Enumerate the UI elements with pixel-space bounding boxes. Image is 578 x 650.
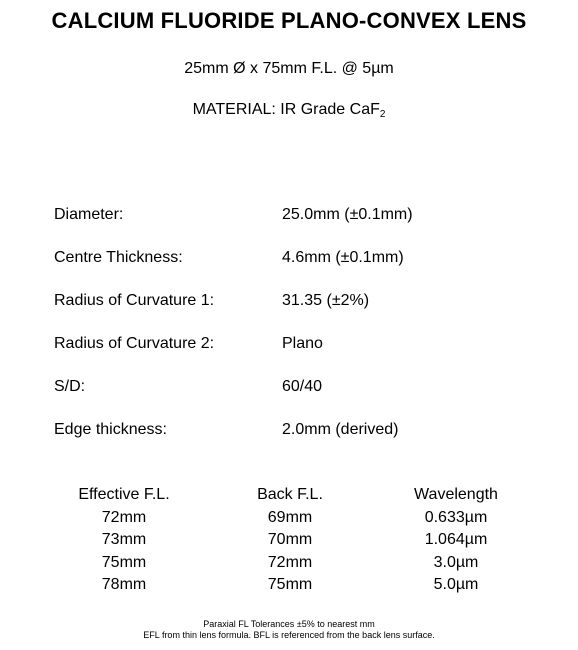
cell-effective-fl: 75mm bbox=[101, 553, 147, 571]
material-text: MATERIAL: IR Grade CaF bbox=[192, 101, 380, 118]
material-line bbox=[0, 101, 578, 119]
page-title: CALCIUM FLUORIDE PLANO-CONVEX LENS bbox=[51, 8, 527, 33]
spec-value: 4.6mm (±0.1mm) bbox=[282, 249, 404, 266]
material-subscript: 2 bbox=[379, 109, 386, 120]
cell-back-fl: 69mm bbox=[267, 508, 313, 526]
table-row bbox=[40, 574, 540, 597]
cell-effective-fl: 72mm bbox=[101, 508, 147, 526]
spec-row-centre-thickness bbox=[54, 249, 534, 292]
spec-row-radius-2 bbox=[54, 335, 534, 378]
table-row bbox=[40, 552, 540, 575]
focal-length-table bbox=[40, 484, 540, 597]
spec-value: 60/40 bbox=[282, 378, 323, 395]
table-header-row bbox=[40, 484, 540, 507]
spec-list bbox=[54, 206, 534, 464]
cell-wavelength: 0.633µm bbox=[424, 508, 488, 526]
cell-effective-fl: 73mm bbox=[101, 531, 147, 549]
table-row bbox=[40, 529, 540, 552]
spec-label: Centre Thickness: bbox=[54, 249, 183, 266]
cell-wavelength: 1.064µm bbox=[424, 531, 488, 549]
spec-value: 25.0mm (±0.1mm) bbox=[282, 206, 413, 223]
spec-row-surface-quality bbox=[54, 378, 534, 421]
cell-back-fl: 75mm bbox=[267, 576, 313, 594]
spec-label: Radius of Curvature 1: bbox=[54, 292, 215, 309]
footnote-efl-bfl: EFL from thin lens formula. BFL is referenced from the back lens surface. bbox=[143, 630, 435, 640]
spec-row-radius-1 bbox=[54, 292, 534, 335]
spec-label: Radius of Curvature 2: bbox=[54, 335, 215, 352]
lens-subtitle: 25mm Ø x 75mm F.L. @ 5µm bbox=[184, 60, 394, 77]
spec-value: 31.35 (±2%) bbox=[282, 292, 370, 309]
spec-value: Plano bbox=[282, 335, 323, 352]
header-wavelength: Wavelength bbox=[414, 486, 498, 504]
spec-row-edge-thickness bbox=[54, 421, 534, 464]
spec-value: 2.0mm (derived) bbox=[282, 421, 399, 438]
footnote-tolerance: Paraxial FL Tolerances ±5% to nearest mm bbox=[203, 619, 375, 629]
header-effective-fl: Effective F.L. bbox=[78, 486, 170, 504]
spec-label: S/D: bbox=[54, 378, 86, 395]
spec-row-diameter bbox=[54, 206, 534, 249]
spec-label: Edge thickness: bbox=[54, 421, 167, 438]
spec-label: Diameter: bbox=[54, 206, 124, 223]
cell-back-fl: 72mm bbox=[267, 553, 313, 571]
cell-wavelength: 3.0µm bbox=[433, 553, 479, 571]
cell-back-fl: 70mm bbox=[267, 531, 313, 549]
table-row bbox=[40, 507, 540, 530]
cell-effective-fl: 78mm bbox=[101, 576, 147, 594]
header-back-fl: Back F.L. bbox=[257, 486, 323, 504]
cell-wavelength: 5.0µm bbox=[433, 576, 479, 594]
